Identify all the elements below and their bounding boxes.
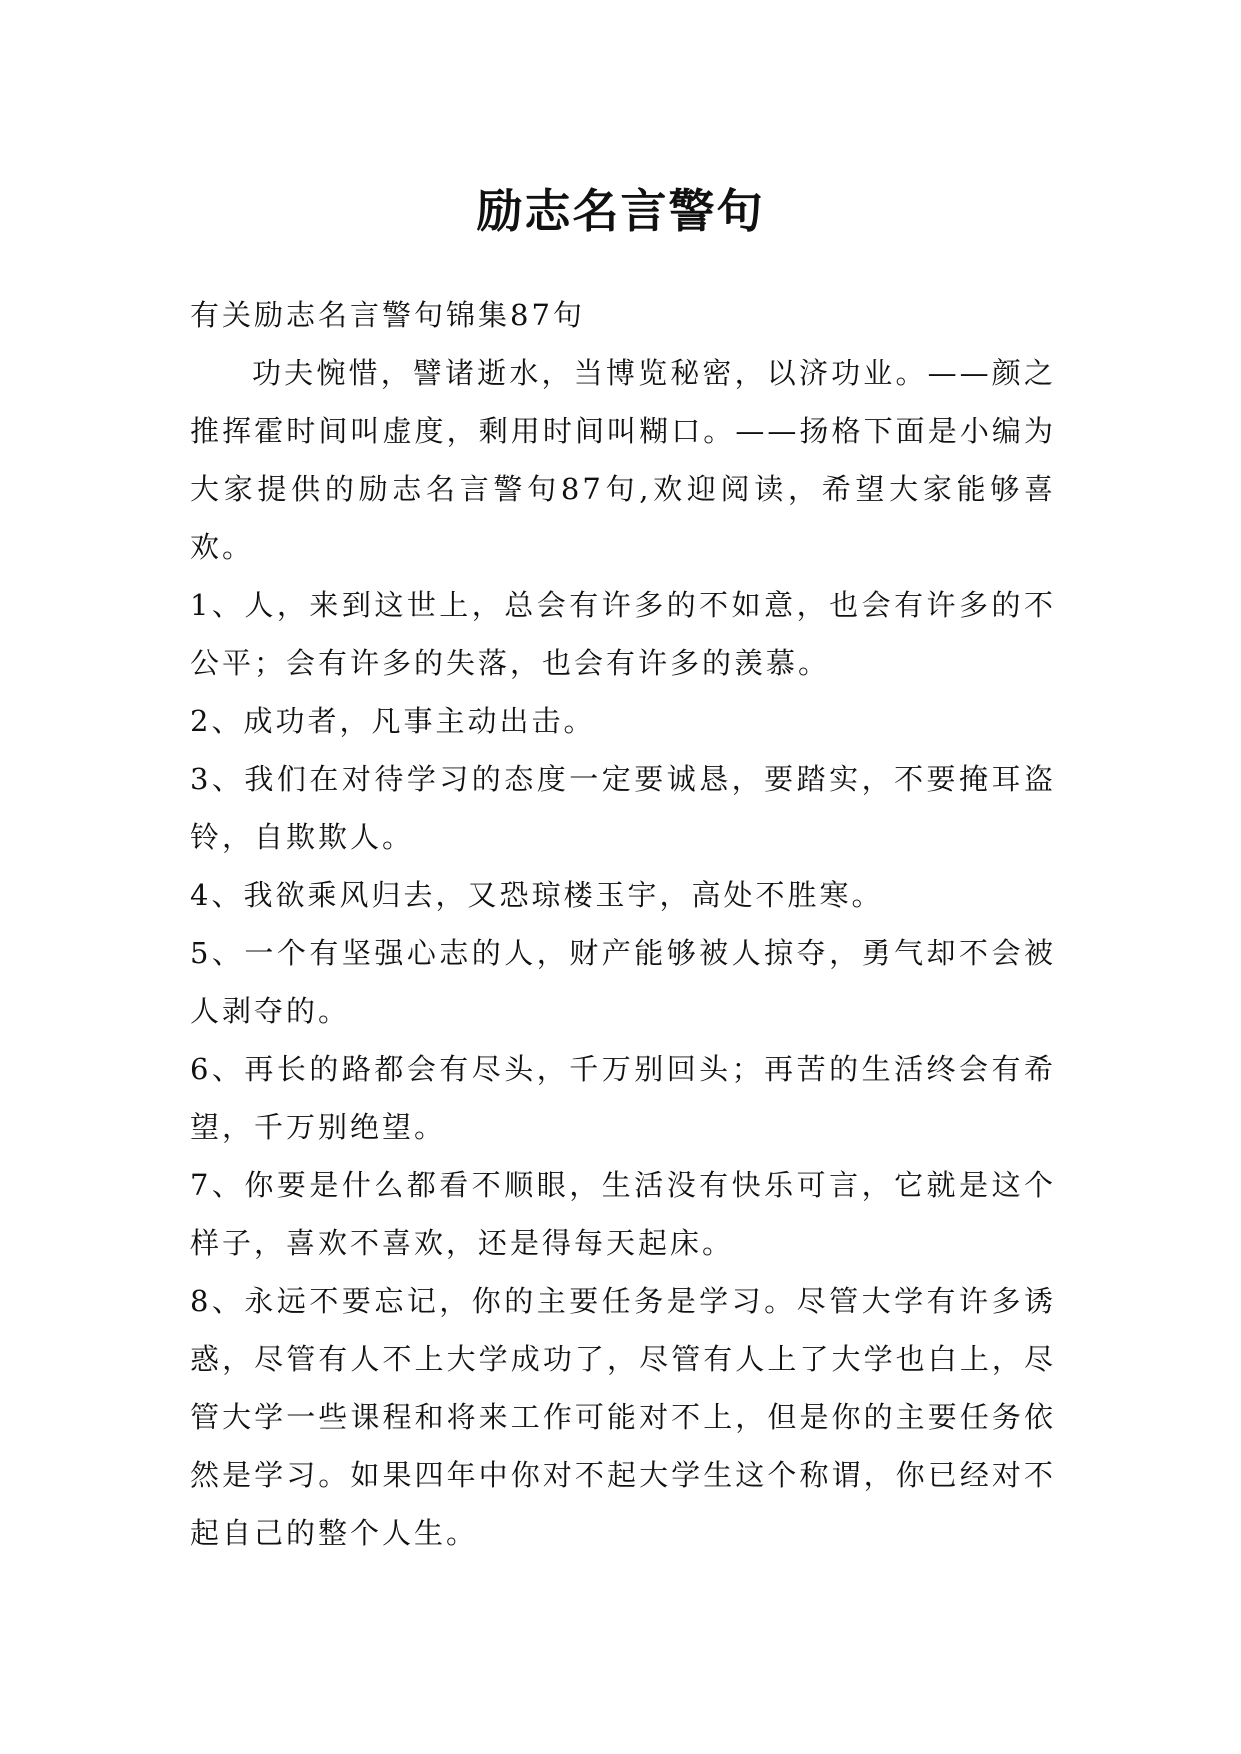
quote-item-2: 2、成功者，凡事主动出击。 [190,704,596,738]
document-body [190,286,1056,1562]
quote-item-5: 5、一个有坚强心志的人，财产能够被人掠夺，勇气却不会被人剥夺的。 [190,936,1056,1028]
quote-item-1: 1、人，来到这世上，总会有许多的不如意，也会有许多的不公平；会有许多的失落，也会有许多的羡慕。 [190,588,1056,680]
document-title: 励志名言警句 [476,183,765,238]
quote-item-8: 8、永远不要忘记，你的主要任务是学习。尽管大学有许多诱惑，尽管有人不上大学成功了，尽管有人上了大学也白上，尽管大学一些课程和将来工作可能对不上，但是你的主要任务依然是学习。如果四年中你对不起大学生这个称谓，你已经对不起自己的整个人生。 [190,1284,1056,1550]
quote-item-6: 6、再长的路都会有尽头，千万别回头；再苦的生活终会有希望，千万别绝望。 [190,1052,1056,1144]
quote-item-3: 3、我们在对待学习的态度一定要诚恳，要踏实，不要掩耳盗铃，自欺欺人。 [190,762,1056,854]
subtitle-line: 有关励志名言警句锦集87句 [190,298,585,332]
quote-item-7: 7、你要是什么都看不顺眼，生活没有快乐可言，它就是这个样子，喜欢不喜欢，还是得每天起床。 [190,1168,1056,1260]
intro-paragraph: 功夫惋惜，譬诸逝水，当博览秘密，以济功业。——颜之推挥霍时间叫虚度，剩用时间叫糊口。——扬格下面是小编为大家提供的励志名言警句87句,欢迎阅读，希望大家能够喜欢。 [190,356,1056,564]
quote-item-4: 4、我欲乘风归去，又恐琼楼玉宇，高处不胜寒。 [190,878,884,912]
